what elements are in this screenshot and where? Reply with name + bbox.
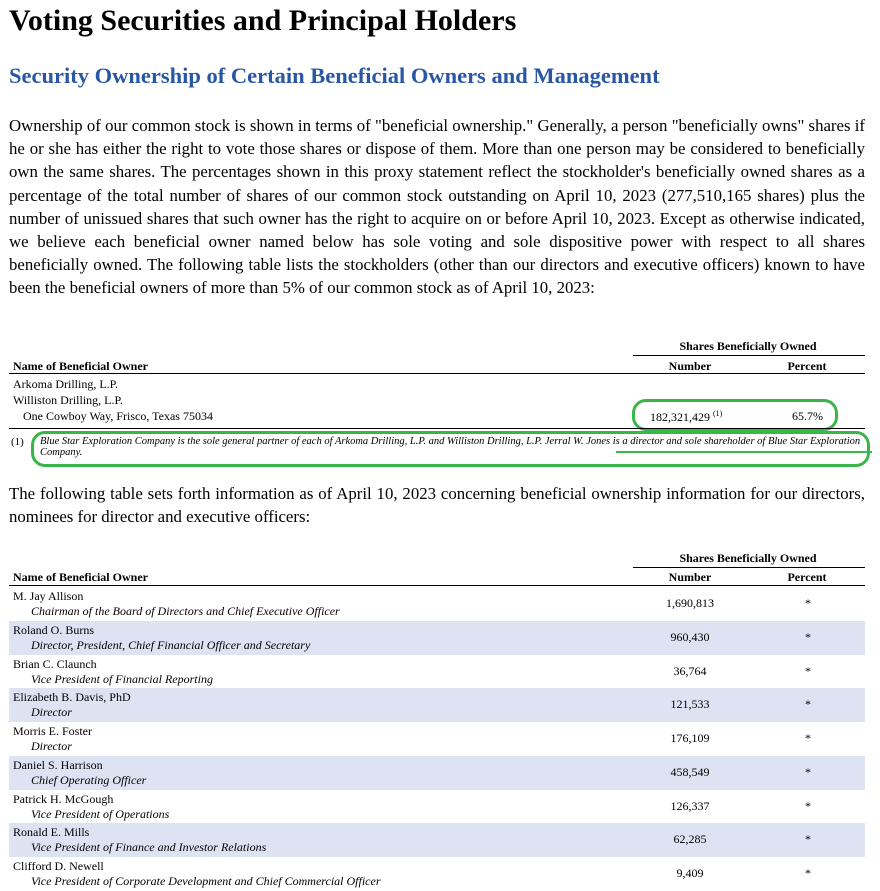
owner-name: Elizabeth B. Davis, PhD bbox=[13, 690, 131, 704]
table-row bbox=[9, 722, 865, 756]
owner-name-line2: Williston Drilling, L.P. bbox=[13, 393, 123, 407]
header-rule-2 bbox=[9, 585, 865, 586]
footnote-ref: (1) bbox=[713, 409, 723, 418]
owner-percent: * bbox=[805, 630, 811, 644]
owner-name: Roland O. Burns bbox=[13, 623, 94, 637]
owner-name: M. Jay Allison bbox=[13, 589, 84, 603]
owner-number: 62,285 bbox=[673, 832, 707, 846]
owner-percent: * bbox=[805, 731, 811, 745]
table-row bbox=[9, 790, 865, 824]
owner-percent: * bbox=[805, 596, 811, 610]
directors-intro-paragraph: The following table sets forth information as of April 10, 2023 concerning beneficial ownership information for our directors, nominees for director and executive officers: bbox=[9, 484, 865, 527]
owner-number: 458,549 bbox=[670, 765, 710, 779]
owner-percent: 65.7% bbox=[792, 409, 823, 423]
owner-title: Director bbox=[31, 739, 72, 753]
owner-number-value: 182,321,429 bbox=[650, 410, 710, 424]
owner-percent: * bbox=[805, 832, 811, 846]
owner-number: 121,533 bbox=[670, 697, 710, 711]
owner-percent: * bbox=[805, 799, 811, 813]
owner-name: Morris E. Foster bbox=[13, 724, 92, 738]
col-header-name-2: Name of Beneficial Owner bbox=[13, 570, 148, 584]
intro-paragraph: Ownership of our common stock is shown in terms of "beneficial ownership." Generally, a person "beneficially owns" shares if he or she has either the right to vote those shares or dispose of them. More than one person may be considered to beneficially own the same shares. The percentages shown in this proxy statement reflect the stockholder's beneficially owned shares as a percentage of the total number of shares of our common stock outstanding on April 10, 2023 (277,510,165 shares) plus the number of unissued shares that such owner has the right to acquire on or before April 10, 2023. Except as otherwise indicated, we believe each beneficial owner named below has sole voting and sole dispositive power with respect to all shares beneficially owned. The following table lists the stockholders (other than our directors and executive officers) known to have been the beneficial owners of more than 5% of our common stock as of April 10, 2023: bbox=[9, 116, 865, 298]
table-row bbox=[9, 655, 865, 689]
shares-owned-group-header-2: Shares Beneficially Owned bbox=[679, 551, 817, 565]
owner-name: Daniel S. Harrison bbox=[13, 758, 103, 772]
table-row bbox=[9, 756, 865, 790]
owner-title: Vice President of Financial Reporting bbox=[31, 672, 213, 686]
group-header-rule-2 bbox=[633, 567, 865, 568]
col-header-percent: Percent bbox=[787, 359, 827, 373]
owner-name-line1: Arkoma Drilling, L.P. bbox=[13, 377, 118, 391]
owner-number: 126,337 bbox=[670, 799, 710, 813]
owner-title: Chairman of the Board of Directors and Chief Executive Officer bbox=[31, 604, 340, 618]
shares-owned-group-header: Shares Beneficially Owned bbox=[679, 339, 817, 353]
col-header-percent-2: Percent bbox=[787, 570, 827, 584]
owner-percent: * bbox=[805, 697, 811, 711]
owner-number: 9,409 bbox=[676, 866, 704, 880]
table-row bbox=[9, 823, 865, 857]
owner-percent: * bbox=[805, 765, 811, 779]
owner-title: Vice President of Operations bbox=[31, 807, 170, 821]
owner-name: Patrick H. McGough bbox=[13, 792, 114, 806]
footnote-marker: (1) bbox=[11, 436, 24, 448]
table-row bbox=[9, 688, 865, 722]
section-subheading: Security Ownership of Certain Beneficial Owners and Management bbox=[9, 63, 660, 88]
owner-name: Brian C. Claunch bbox=[13, 657, 97, 671]
owner-number: 960,430 bbox=[670, 630, 710, 644]
owner-title: Chief Operating Officer bbox=[31, 773, 147, 787]
owner-title: Director bbox=[31, 705, 72, 719]
page-title: Voting Securities and Principal Holders bbox=[9, 4, 517, 37]
owner-number: 176,109 bbox=[670, 731, 710, 745]
owner-percent: * bbox=[805, 664, 811, 678]
table-row bbox=[9, 621, 865, 655]
owner-title: Vice President of Finance and Investor Relations bbox=[31, 840, 267, 854]
owner-title: Director, President, Chief Financial Officer and Secretary bbox=[31, 638, 311, 652]
col-header-name: Name of Beneficial Owner bbox=[13, 359, 148, 373]
table-row bbox=[9, 587, 865, 621]
owner-percent: * bbox=[805, 866, 811, 880]
owner-number: 1,690,813 bbox=[666, 596, 714, 610]
col-header-number-2: Number bbox=[668, 570, 712, 584]
footnote-text: Blue Star Exploration Company is the sole general partner of each of Arkoma Drilling, L.P. and Williston Drilling, L.P. Jerral W. Jones is a director and sole shareholder of Blue Star Exploration Company. bbox=[40, 436, 861, 458]
col-header-number: Number bbox=[668, 359, 712, 373]
owner-address: One Cowboy Way, Frisco, Texas 75034 bbox=[23, 409, 213, 423]
owner-name: Clifford D. Newell bbox=[13, 859, 104, 873]
owner-name: Ronald E. Mills bbox=[13, 825, 90, 839]
owner-number: 36,764 bbox=[673, 664, 707, 678]
owner-title: Vice President of Corporate Development and Chief Commercial Officer bbox=[31, 874, 381, 888]
